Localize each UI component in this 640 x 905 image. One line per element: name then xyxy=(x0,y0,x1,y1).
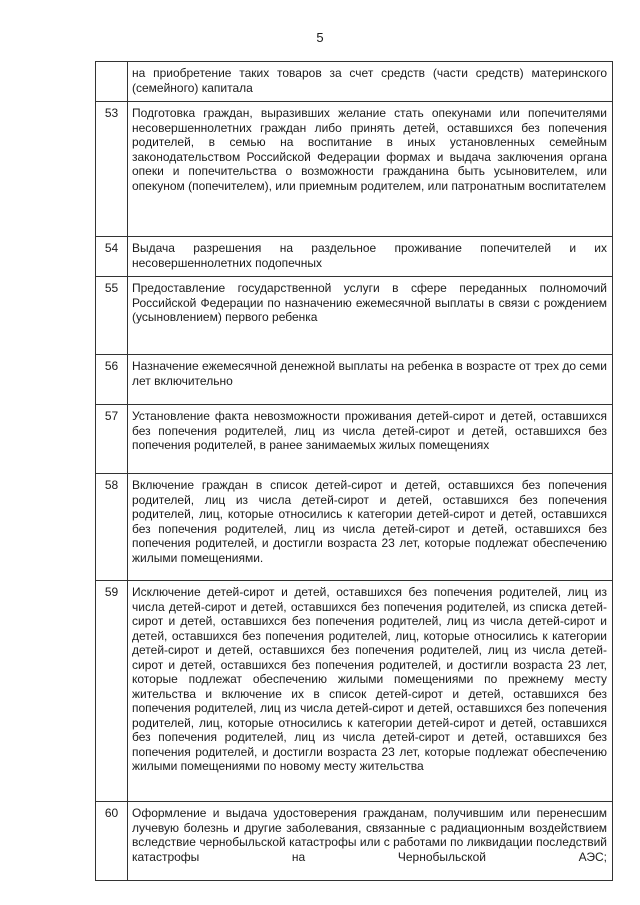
service-description: Включение граждан в список детей-сирот и детей, оставшихся без попечения родителей, лиц из числа детей-сирот и детей, оставшихся без попечения родителей, лиц, которые относились к категории детей-сирот и детей, оставшихся без попечения родителей, лиц из числа детей-сирот и детей, оставшихся без попечения родителей, и достигли возраста 23 лет, которые подлежат обеспечению жилыми помещениями. xyxy=(128,474,613,581)
page-number: 5 xyxy=(316,30,324,45)
row-number: 59 xyxy=(96,581,128,802)
service-description: Оформление и выдача удостоверения гражданам, получившим или перенесшим лучевую болезнь и другие заболевания, связанные с радиационным воздействием вследствие чернобыльской катастрофы или с работами по ликвидации последствий катастрофы на Чернобыльской АЭС; xyxy=(128,802,613,881)
row-number: 53 xyxy=(96,102,128,237)
table-row xyxy=(96,102,613,237)
table-row xyxy=(96,802,613,881)
table-row xyxy=(96,277,613,355)
table-row xyxy=(96,355,613,405)
service-description: Установление факта невозможности проживания детей-сирот и детей, оставшихся без попечения родителей, лиц из числа детей-сирот и детей, оставшихся без попечения родителей, в ранее занимаемых жилых помещениях xyxy=(128,405,613,474)
table-row xyxy=(96,581,613,802)
table-row xyxy=(96,474,613,581)
row-number: 60 xyxy=(96,802,128,881)
table-row xyxy=(96,237,613,277)
row-number: 54 xyxy=(96,237,128,277)
service-description: Назначение ежемесячной денежной выплаты на ребенка в возрасте от трех до семи лет включительно xyxy=(128,355,613,405)
row-number: 56 xyxy=(96,355,128,405)
services-table xyxy=(95,61,613,881)
service-description: на приобретение таких товаров за счет средств (части средств) материнского (семейного) капитала xyxy=(128,62,613,102)
row-number: 55 xyxy=(96,277,128,355)
service-description: Исключение детей-сирот и детей, оставшихся без попечения родителей, лиц из числа детей-сирот и детей, оставшихся без попечения родителей, из списка детей-сирот и детей, оставшихся без попечения родителей, лиц из числа детей-сирот и детей, оставшихся без попечения родителей, лиц, которые относились к категории детей-сирот и детей, оставшихся без попечения родителей, лиц из числа детей-сирот и детей, оставшихся без попечения родителей, и достигли возраста 23 лет, которые подлежат обеспечению жилыми помещениями по прежнему месту жительства и включение их в список детей-сирот и детей, оставшихся без попечения родителей, лиц из числа детей-сирот и детей, оставшихся без попечения родителей, лиц, которые относились к категории детей-сирот и детей, оставшихся без попечения родителей, лиц из числа детей-сирот и детей, оставшихся без попечения родителей, и достигли возраста 23 лет, которые подлежат обеспечению жилыми помещениями по новому месту жительства xyxy=(128,581,613,802)
row-number: 58 xyxy=(96,474,128,581)
service-description: Предоставление государственной услуги в сфере переданных полномочий Российской Федерации по назначению ежемесячной выплаты в связи с рождением (усыновлением) первого ребенка xyxy=(128,277,613,355)
service-description: Выдача разрешения на раздельное проживание попечителей и их несовершеннолетних подопечных xyxy=(128,237,613,277)
table-row xyxy=(96,62,613,102)
table-row xyxy=(96,405,613,474)
row-number: 57 xyxy=(96,405,128,474)
row-number xyxy=(96,62,128,102)
service-description: Подготовка граждан, выразивших желание стать опекунами или попечителями несовершеннолетних граждан либо принять детей, оставшихся без попечения родителей, в семью на воспитание в иных установленных семейным законодательством Российской Федерации формах и выдача заключения органа опеки и попечительства о возможности гражданина быть усыновителем, или опекуном (попечителем), или приемным родителем, или патронатным воспитателем xyxy=(128,102,613,237)
